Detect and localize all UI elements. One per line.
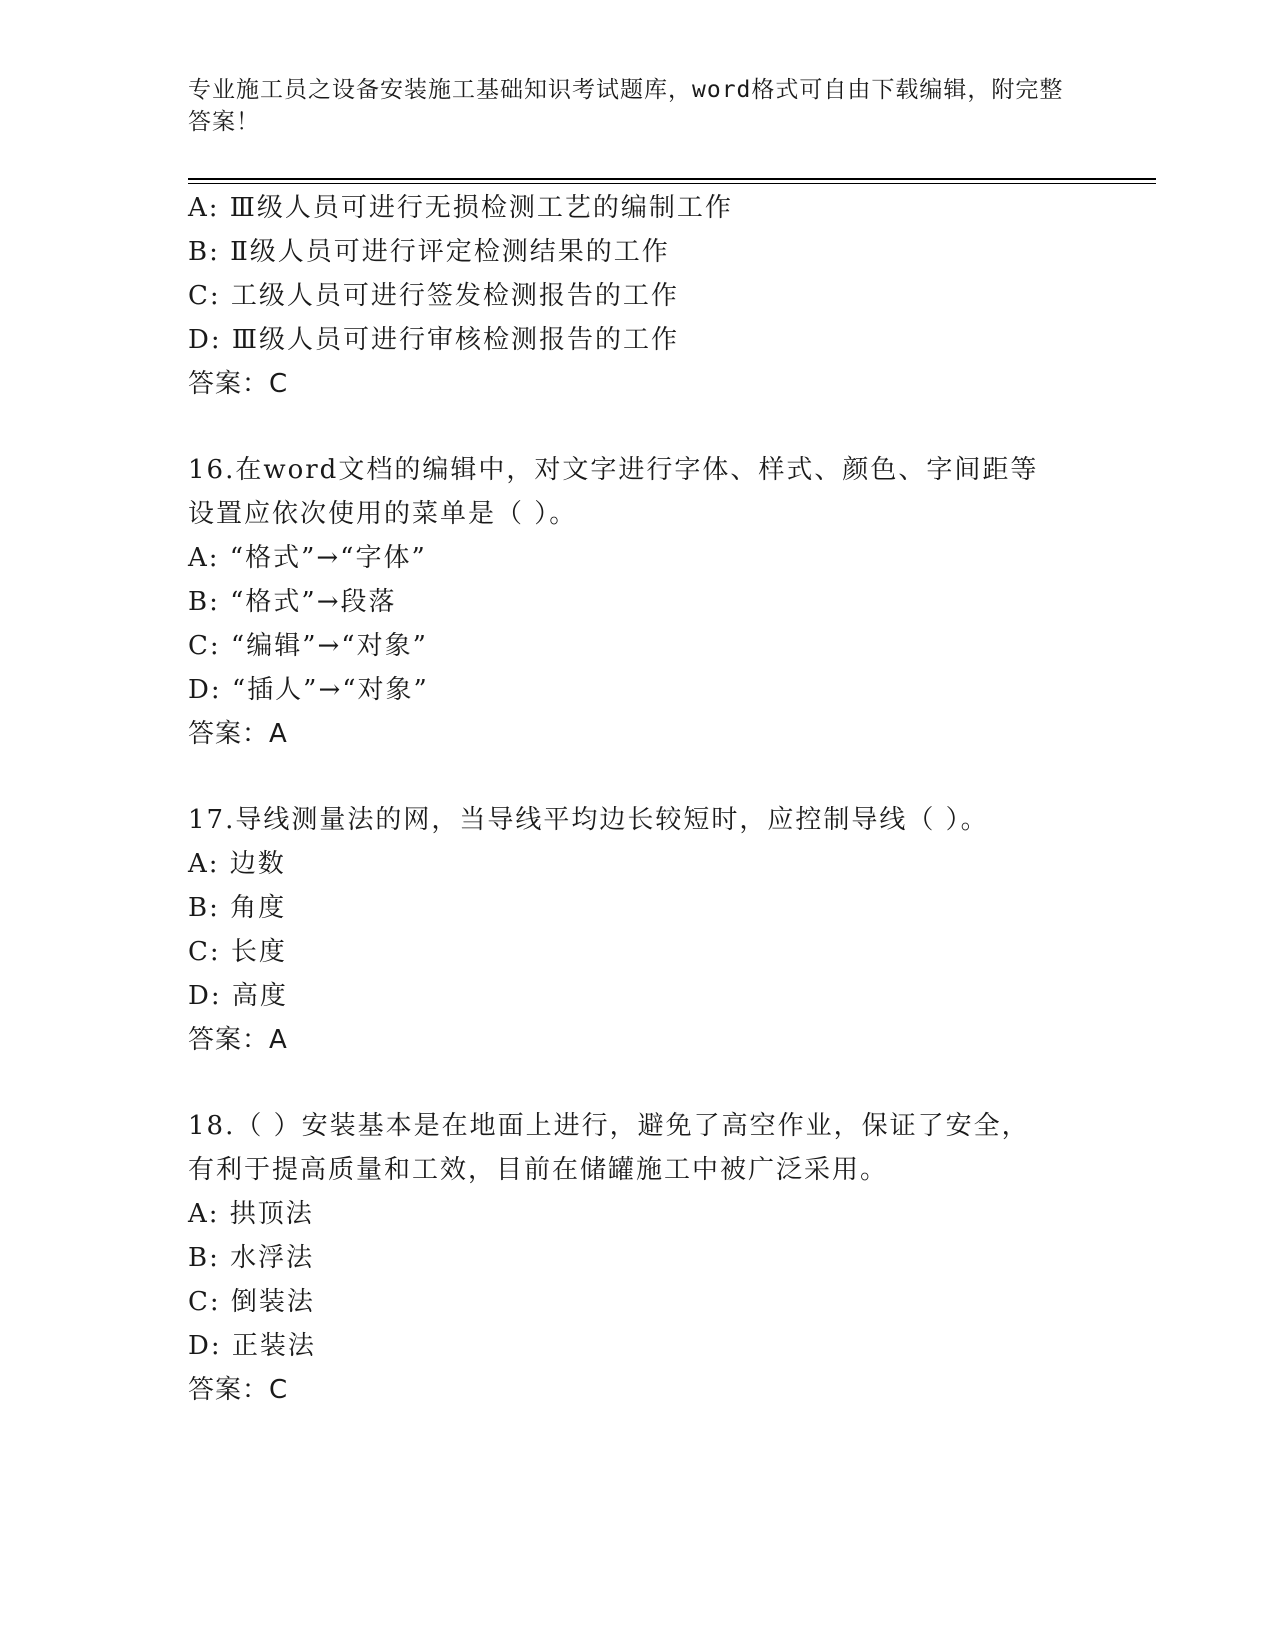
q16-answer: 答案：A xyxy=(188,719,288,749)
q18-stem-line2: 有利于提高质量和工效，目前在储罐施工中被广泛采用。 xyxy=(188,1155,889,1185)
document-header: 专业施工员之设备安装施工基础知识考试题库，word格式可自由下载编辑，附完整答案！ xyxy=(188,77,1064,135)
q15-option-c: C: 工级人员可进行签发检测报告的工作 xyxy=(188,281,679,311)
q18-option-a: A: 拱顶法 xyxy=(188,1199,314,1229)
q15-answer: 答案：C xyxy=(188,369,289,399)
q17-option-d: D: 高度 xyxy=(188,981,288,1011)
q17-answer: 答案：A xyxy=(188,1025,288,1055)
q18-stem-line1: 18.（ ）安装基本是在地面上进行，避免了高空作业，保证了安全， xyxy=(188,1111,1030,1141)
q16-option-b: B: “格式”→段落 xyxy=(188,587,397,617)
header-divider-thin xyxy=(188,183,1156,184)
q16-option-d: D: “插人”→“对象” xyxy=(188,675,429,705)
q16-stem-line2: 设置应依次使用的菜单是（ ）。 xyxy=(188,499,578,529)
q18-answer: 答案：C xyxy=(188,1375,289,1405)
q16-option-a: A: “格式”→“字体” xyxy=(188,543,427,573)
q17-option-b: B: 角度 xyxy=(188,893,287,923)
q18-option-c: C: 倒装法 xyxy=(188,1287,315,1317)
q15-option-d: D: Ⅲ级人员可进行审核检测报告的工作 xyxy=(188,325,679,355)
q15-option-b: B: Ⅱ级人员可进行评定检测结果的工作 xyxy=(188,237,670,267)
q18-option-d: D: 正装法 xyxy=(188,1331,316,1361)
q16-stem-line1: 16.在word文档的编辑中，对文字进行字体、样式、颜色、字间距等 xyxy=(188,455,1039,485)
q18-option-b: B: 水浮法 xyxy=(188,1243,315,1273)
q17-option-c: C: 长度 xyxy=(188,937,287,967)
q15-option-a: A: Ⅲ级人员可进行无损检测工艺的编制工作 xyxy=(188,193,733,223)
q17-stem-line1: 17.导线测量法的网，当导线平均边长较短时，应控制导线（ ）。 xyxy=(188,805,989,835)
q17-option-a: A: 边数 xyxy=(188,849,286,879)
q16-option-c: C: “编辑”→“对象” xyxy=(188,631,428,661)
header-divider-thick xyxy=(188,178,1156,180)
